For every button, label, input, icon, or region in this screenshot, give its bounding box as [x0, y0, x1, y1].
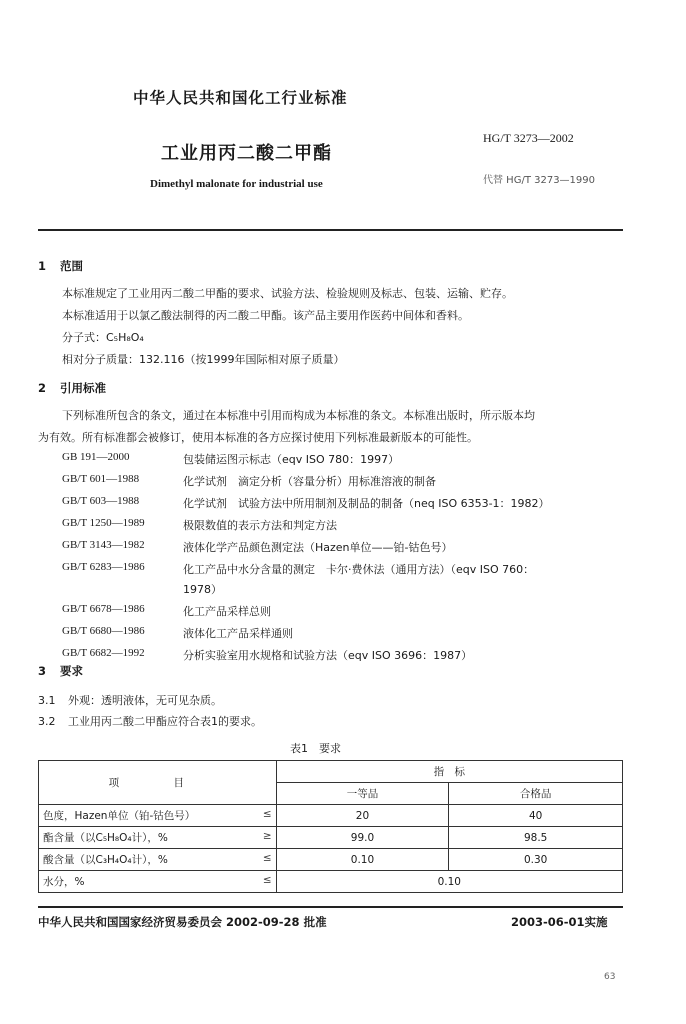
ref-title: 极限数值的表示方法和判定方法	[183, 519, 337, 532]
row-item: 酯含量（以C₅H₈O₄计），% ≥	[39, 827, 277, 849]
ref-code: GB/T 603—1988	[62, 495, 140, 507]
row-value-merged: 0.10	[276, 871, 622, 893]
row-item: 水分，% ≤	[39, 871, 277, 893]
clause-text: 工业用丙二酸二甲酯应符合表1的要求。	[68, 715, 262, 728]
table-row	[39, 827, 623, 849]
column-header-qualified: 合格品	[449, 783, 623, 805]
requirements-table	[38, 760, 623, 893]
ref-code: GB/T 1250—1989	[62, 517, 145, 529]
ref-code: GB/T 6682—1992	[62, 647, 145, 659]
row-item: 酸含量（以C₃H₄O₄计），% ≤	[39, 849, 277, 871]
section-2-intro: 下列标准所包含的条文，通过在本标准中引用而构成为本标准的条文。本标准出版时，所示版本均	[62, 409, 535, 422]
clause-number: 3.1	[38, 694, 56, 707]
molecular-formula: 分子式：C₅H₈O₄	[62, 331, 144, 344]
ref-code: GB/T 601—1988	[62, 473, 140, 485]
ref-title: 液体化学产品颜色测定法（Hazen单位——铂-钴色号）	[183, 541, 453, 554]
issuing-organization: 中华人民共和国化工行业标准	[133, 89, 348, 107]
implementation-date: 2003-06-01实施	[511, 915, 608, 929]
ref-code: GB/T 6283—1986	[62, 561, 145, 573]
row-first-grade: 20	[276, 805, 449, 827]
row-first-grade: 0.10	[276, 849, 449, 871]
document-title-english: Dimethyl malonate for industrial use	[150, 178, 323, 190]
header-divider	[38, 229, 623, 231]
row-first-grade: 99.0	[276, 827, 449, 849]
table-caption: 表1 要求	[290, 742, 341, 755]
table-row	[39, 805, 623, 827]
table-row	[39, 849, 623, 871]
section-1-heading: 1 范围	[38, 259, 83, 273]
section-1-line: 本标准适用于以氯乙酸法制得的丙二酸二甲酯。该产品主要用作医药中间体和香料。	[62, 309, 469, 322]
ref-title: 分析实验室用水规格和试验方法（eqv ISO 3696：1987）	[183, 649, 473, 662]
row-qualified: 40	[449, 805, 623, 827]
clause-text: 外观：透明液体，无可见杂质。	[68, 694, 222, 707]
standard-number: HG/T 3273—2002	[483, 131, 574, 145]
ref-title: 化工产品采样总则	[183, 605, 271, 618]
clause-number: 3.2	[38, 715, 56, 728]
page-number: 63	[604, 972, 616, 982]
ref-title-continued: 1978）	[183, 583, 222, 596]
document-title: 工业用丙二酸二甲酯	[161, 143, 332, 164]
row-qualified: 0.30	[449, 849, 623, 871]
section-1-line: 本标准规定了工业用丙二酸二甲酯的要求、试验方法、检验规则及标志、包装、运输、贮存。	[62, 287, 513, 300]
column-header-index: 指 标	[276, 761, 622, 783]
ref-code: GB/T 3143—1982	[62, 539, 145, 551]
clause-3-2	[38, 713, 262, 729]
column-header-item: 项 目	[39, 761, 277, 805]
clause-3-1	[38, 692, 222, 708]
replaces-standard: 代替 HG/T 3273—1990	[483, 175, 596, 186]
ref-title: 化工产品中水分含量的测定 卡尔·费休法（通用方法）（eqv ISO 760：	[183, 563, 535, 576]
column-header-first-grade: 一等品	[276, 783, 449, 805]
table-row	[39, 871, 623, 893]
ref-code: GB/T 6678—1986	[62, 603, 145, 615]
ref-title: 化学试剂 滴定分析（容量分析）用标准溶液的制备	[183, 475, 436, 488]
table-header-row	[39, 761, 623, 783]
section-2-heading: 2 引用标准	[38, 381, 106, 395]
ref-title: 液体化工产品采样通则	[183, 627, 293, 640]
ref-title: 包装储运图示标志（eqv ISO 780：1997）	[183, 453, 400, 466]
molecular-mass: 相对分子质量：132.116（按1999年国际相对原子质量）	[62, 353, 345, 366]
row-qualified: 98.5	[449, 827, 623, 849]
ref-code: GB/T 6680—1986	[62, 625, 145, 637]
section-2-intro: 为有效。所有标准都会被修订，使用本标准的各方应探讨使用下列标准最新版本的可能性。	[38, 431, 478, 444]
ref-title: 化学试剂 试验方法中所用制剂及制品的制备（neq ISO 6353-1：1982）	[183, 497, 550, 510]
footer-divider	[38, 906, 623, 908]
section-3-heading: 3 要求	[38, 664, 83, 678]
row-item: 色度，Hazen单位（铂-钴色号） ≤	[39, 805, 277, 827]
ref-code: GB 191—2000	[62, 451, 130, 463]
approval-info: 中华人民共和国国家经济贸易委员会 2002-09-28 批准	[38, 915, 327, 929]
